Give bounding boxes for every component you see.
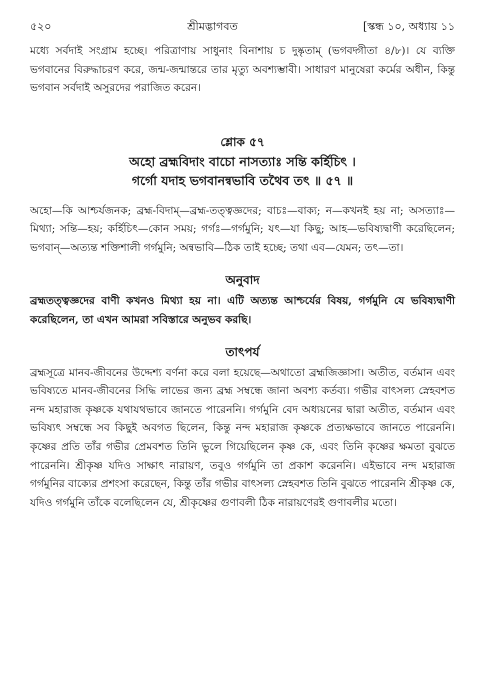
purport-title: তাৎপর্য	[225, 344, 260, 359]
page	[30, 18, 455, 512]
verse-line-1: অহো ব্রহ্মবিদাং বাচো নাসত্যাঃ সন্তি কর্হিচিৎ ।	[129, 153, 356, 169]
book-title: শ্রীমদ্ভাগবত	[187, 20, 238, 33]
translation-paragraph: ব্রহ্মতত্ত্বজ্ঞদের বাণী কখনও মিথ্যা হয় না। এটি অত্যন্ত আশ্চর্যের বিষয়, গর্গমুনি যে ভবিষ্যদ্বাণী করেছিলেন, তা এখন আমরা সবিস্তারে অনুভব করছি।	[30, 294, 455, 326]
intro-paragraph: মধ্যে সর্বদাই সংগ্রাম হচ্ছে। পরিত্রাণায় সাধুনাং বিনাশায় চ দুষ্কৃতাম্ (ভগবদ্গীতা ৪/৮)। যে ব্যক্তি ভগবানের বিরুদ্ধাচরণ করে, জন্ম-জন্মান্তরে তার মৃত্যু অবশ্যম্ভাবী। সাধারণ মানুষেরা কর্মের অধীন, কিন্তু ভগবান সর্বদাই অসুরদের পরাজিত করেন।	[30, 45, 455, 95]
verse-title: শ্লোক ৫৭	[220, 134, 265, 149]
translation-title: অনুবাদ	[225, 272, 260, 287]
page-number: ৫২০	[30, 20, 52, 33]
synonyms-paragraph: অহো—কি আশ্চর্যজনক; ব্রহ্ম-বিদাম্—ব্রহ্ম-তত্ত্বজ্ঞদের; বাচঃ—বাক্য; ন—কখনই হয় না; অসত্যাঃ—মিথ্যা; সন্তি—হয়; কর্হিচিৎ—কোন সময়; গর্গঃ—গর্গমুনি; যৎ—যা কিছু; আহ—ভবিষ্যদ্বাণী করেছিলেন; ভগবান্—অত্যন্ত শক্তিশালী গর্গমুনি; অন্বভাবি—ঠিক তাই হচ্ছে; তথা এব—যেমন; তৎ—তা।	[30, 204, 455, 254]
verse-line-2: গর্গো যদাহ ভগবানন্বভাবি তথৈব তৎ ॥ ৫৭ ॥	[131, 172, 354, 188]
purport-paragraph: ব্রহ্মসূত্রে মানব-জীবনের উদ্দেশ্য বর্ণনা করে বলা হয়েছে—অথাতো ব্রহ্মজিজ্ঞাসা। অতীত, বর্তমান এবং ভবিষ্যতে মানব-জীবনের সিদ্ধি লাভের জন্য ব্রহ্ম সম্বন্ধে জানা অবশ্য কর্তব্য। গভীর বাৎসল্য স্নেহবশত নন্দ মহারাজ কৃষ্ণকে যথাযথভাবে জানতে পারেননি। গর্গমুনি বেদ অধ্যয়নের দ্বারা অতীত, বর্তমান এবং ভবিষ্যৎ সম্বন্ধে সব কিছুই অবগত ছিলেন, কিন্তু নন্দ মহারাজ কৃষ্ণকে প্রত্যক্ষভাবে জানতে পারেননি। কৃষ্ণের প্রতি তাঁর গভীর প্রেমবশত তিনি ভুলে গিয়েছিলেন কৃষ্ণ কে, এবং তিনি কৃষ্ণের ক্ষমতা বুঝতে পারেননি। শ্রীকৃষ্ণ যদিও সাক্ষাৎ নারায়ণ, তবুও গর্গমুনি তা প্রকাশ করেননি। এইভাবে নন্দ মহারাজ গর্গমুনির বাক্যের প্রশংসা করেছেন, কিন্তু তাঁর গভীর বাৎসল্য স্নেহবশত তিনি বুঝতে পারেননি শ্রীকৃষ্ণ কে, যদিও গর্গমুনি তাঁকে বলেছিলেন যে, শ্রীকৃষ্ণের গুণাবলী ঠিক নারায়ণেরই গুণাবলীর মতো।	[30, 366, 455, 509]
chapter-reference: [স্কন্ধ ১০, অধ্যায় ১১	[362, 20, 455, 33]
page-header	[30, 18, 455, 36]
